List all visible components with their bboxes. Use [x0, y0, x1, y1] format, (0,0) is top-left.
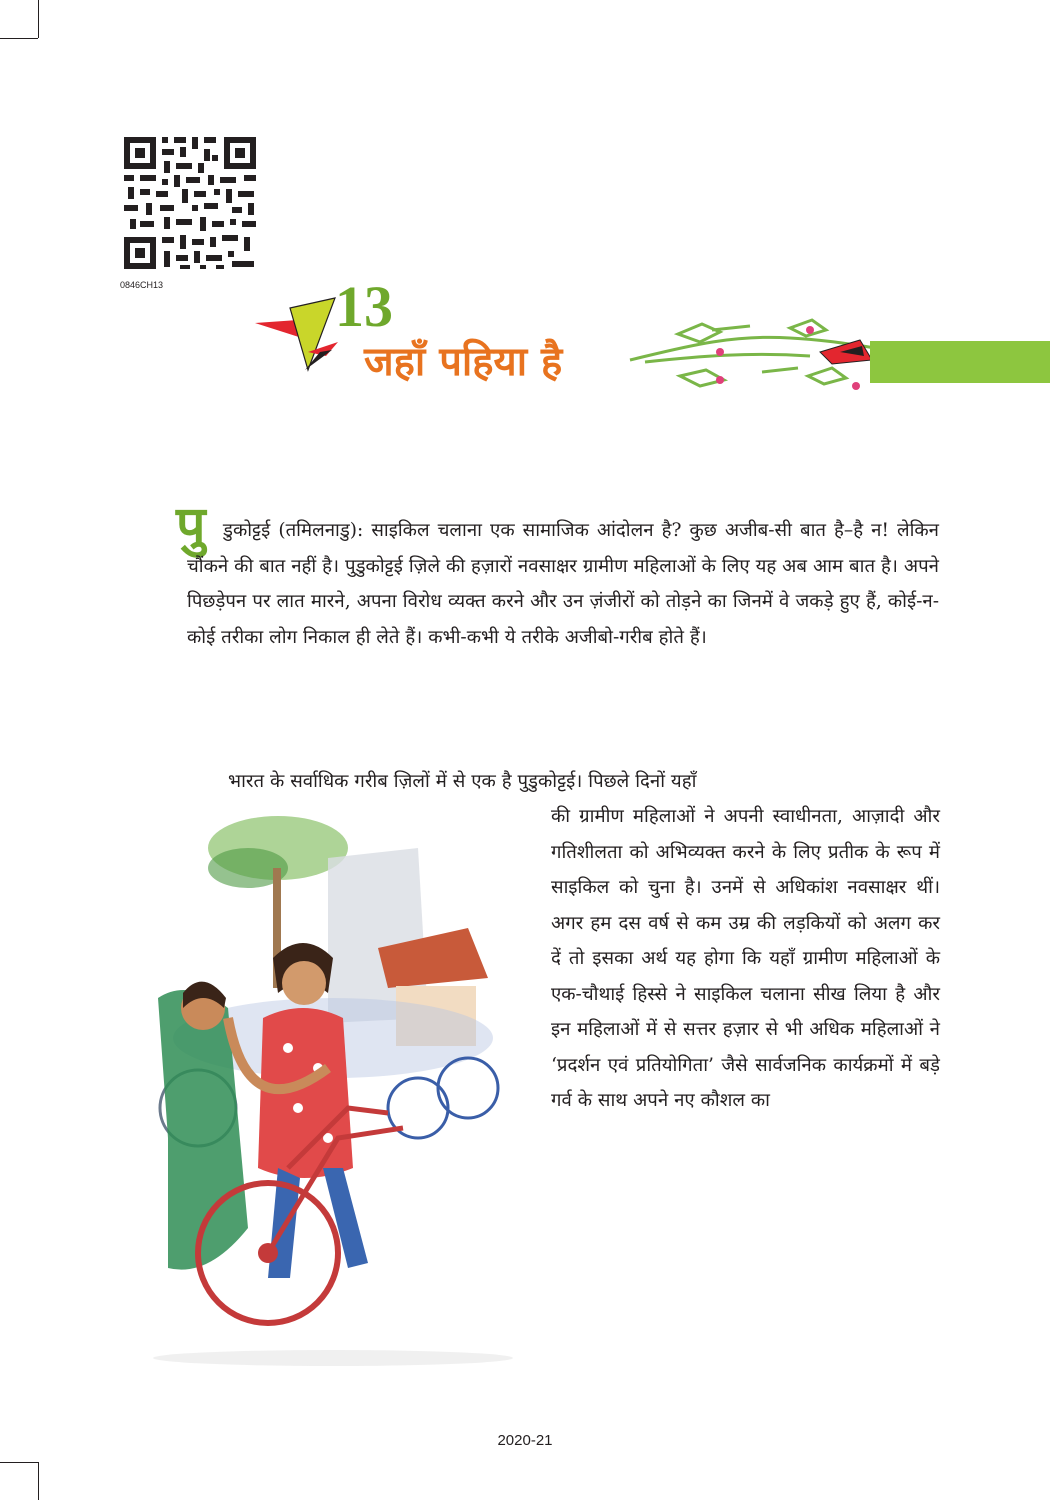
drop-cap: पु: [176, 496, 206, 556]
chapter-header-band: [870, 341, 1050, 383]
crop-mark-bottom-left-h: [0, 1462, 38, 1463]
crop-mark-bottom-left-v: [38, 1462, 39, 1500]
crop-mark-top-left-v: [38, 0, 39, 38]
crop-mark-top-left-h: [0, 38, 38, 39]
paragraph-2-lead: भारत के सर्वाधिक गरीब ज़िलों में से एक है पुडुकोट्टई। पिछले दिनों यहाँ: [228, 771, 697, 792]
chapter-title: जहाँ पहिया है: [364, 339, 563, 385]
page-footer-year: 2020-21: [497, 1432, 553, 1449]
qr-code-image[interactable]: [120, 133, 260, 273]
paragraph-1: [187, 513, 939, 655]
chapter-number: 13: [335, 274, 393, 339]
paragraph-2-body: की ग्रामीण महिलाओं ने अपनी स्वाधीनता, आज़ादी और गतिशीलता को अभिव्यक्त करने के लिए प्रतीक के रूप में साइकिल को चुना है। उनमें से अधिकांश नवसाक्षर थीं। अगर हम दस वर्ष से कम उम्र की लड़कियों को अलग कर दें तो इसका अर्थ यह होगा कि यहाँ ग्रामीण महिलाओं के एक-चौथाई हिस्से ने साइकिल चलाना सीख लिया है और इन महिलाओं में से सत्तर हज़ार से भी अधिक महिलाओं ने ‘प्रदर्शन एवं प्रतियोगिता’ जैसे सार्वजनिक कार्यक्रमों में बड़े गर्व के साथ अपने नए कौशल का: [551, 806, 940, 1111]
cycling-women-illustration: [128, 808, 538, 1368]
paragraph-1-text: डुकोट्टई (तमिलनाडु): साइकिल चलाना एक सामाजिक आंदोलन है? कुछ अजीब-सी बात है–है न! लेकिन चौंकने की बात नहीं है। पुडुकोट्टई ज़िले की हज़ारों नवसाक्षर ग्रामीण महिलाओं के लिए यह अब आम बात है। अपने पिछड़ेपन पर लात मारने, अपना विरोध व्यक्त करने और उन ज़ंजीरों को तोड़ने का जिनमें वे जकड़े हुए हैं, कोई-न-कोई तरीका लोग निकाल ही लेते हैं। कभी-कभी ये तरीके अजीबो-गरीब होते हैं।: [187, 520, 940, 648]
qr-code-label: 0846CH13: [120, 280, 164, 290]
